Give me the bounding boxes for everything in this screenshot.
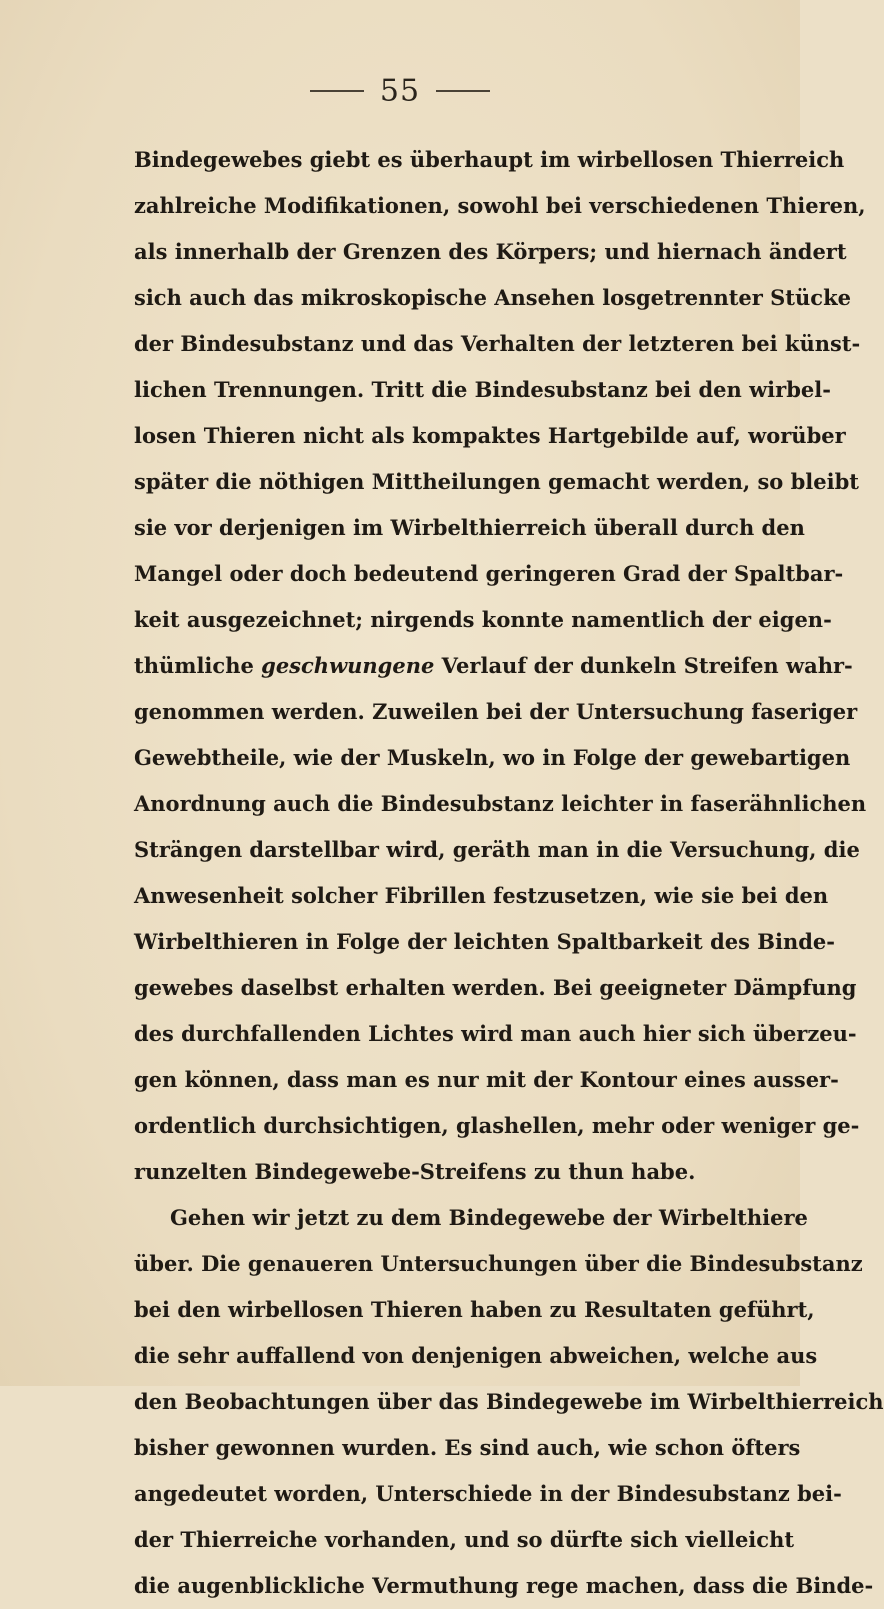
text-line-with-italic — [134, 643, 853, 689]
text-line: Anordnung auch die Bindesubstanz leichter in faserähnlichen — [134, 791, 867, 816]
paragraph-start-line: Gehen wir jetzt zu dem Bindegewebe der Wirbelthiere — [170, 1205, 808, 1230]
text-line: die augenblickliche Vermuthung rege machen, dass die Binde- — [134, 1573, 874, 1598]
text-line: bei den wirbellosen Thieren haben zu Resultaten geführt, — [134, 1297, 815, 1322]
text-line: Anwesenheit solcher Fibrillen festzusetzen, wie sie bei den — [134, 883, 829, 908]
text-line: losen Thieren nicht als kompaktes Hartgebilde auf, worüber — [134, 423, 846, 448]
text-line: gen können, dass man es nur mit der Kontour eines ausser- — [134, 1067, 839, 1092]
line-text-after: Verlauf der dunkeln Streifen wahr- — [434, 653, 853, 678]
text-line: als innerhalb der Grenzen des Körpers; und hiernach ändert — [134, 239, 847, 264]
text-line: der Bindesubstanz und das Verhalten der letzteren bei künst- — [134, 331, 861, 356]
text-line: gewebes daselbst erhalten werden. Bei geeigneter Dämpfung — [134, 975, 857, 1000]
text-line: später die nöthigen Mittheilungen gemacht werden, so bleibt — [134, 469, 859, 494]
text-line: angedeutet worden, Unterschiede in der Bindesubstanz bei- — [134, 1481, 842, 1506]
text-line: über. Die genaueren Untersuchungen über die Bindesubstanz — [134, 1251, 863, 1276]
line-text-before: thümliche — [134, 653, 262, 678]
paragraph-end-line: runzelten Bindegewebe-Streifens zu thun habe. — [134, 1159, 696, 1184]
header-rule-right — [436, 90, 490, 92]
page-header — [0, 72, 800, 109]
text-line: Bindegewebes giebt es überhaupt im wirbellosen Thierreich — [134, 147, 845, 172]
text-line: der Thierreiche vorhanden, und so dürfte sich vielleicht — [134, 1527, 795, 1552]
italic-word: geschwungene — [261, 653, 435, 678]
text-line: des durchfallenden Lichtes wird man auch hier sich überzeu- — [134, 1021, 857, 1046]
body-text — [134, 137, 884, 1609]
header-rule-left — [310, 90, 364, 92]
text-line: zahlreiche Modifikationen, sowohl bei verschiedenen Thieren, — [134, 193, 866, 218]
text-line: lichen Trennungen. Tritt die Bindesubstanz bei den wirbel- — [134, 377, 831, 402]
text-line: sie vor derjenigen im Wirbelthierreich überall durch den — [134, 515, 805, 540]
text-line: Gewebtheile, wie der Muskeln, wo in Folge der gewebartigen — [134, 745, 851, 770]
text-line: den Beobachtungen über das Bindegewebe im Wirbelthierreich — [134, 1389, 884, 1414]
text-line: Wirbelthieren in Folge der leichten Spaltbarkeit des Binde- — [134, 929, 835, 954]
page-number: 55 — [379, 73, 421, 109]
text-line: keit ausgezeichnet; nirgends konnte namentlich der eigen- — [134, 607, 832, 632]
text-line: Strängen darstellbar wird, geräth man in die Versuchung, die — [134, 837, 860, 862]
text-line: Mangel oder doch bedeutend geringeren Grad der Spaltbar- — [134, 561, 844, 586]
text-line: bisher gewonnen wurden. Es sind auch, wie schon öfters — [134, 1435, 801, 1460]
text-line: genommen werden. Zuweilen bei der Untersuchung faseriger — [134, 699, 858, 724]
text-line: ordentlich durchsichtigen, glashellen, mehr oder weniger ge- — [134, 1113, 860, 1138]
text-line: die sehr auffallend von denjenigen abweichen, welche aus — [134, 1343, 818, 1368]
text-line: sich auch das mikroskopische Ansehen losgetrennter Stücke — [134, 285, 851, 310]
